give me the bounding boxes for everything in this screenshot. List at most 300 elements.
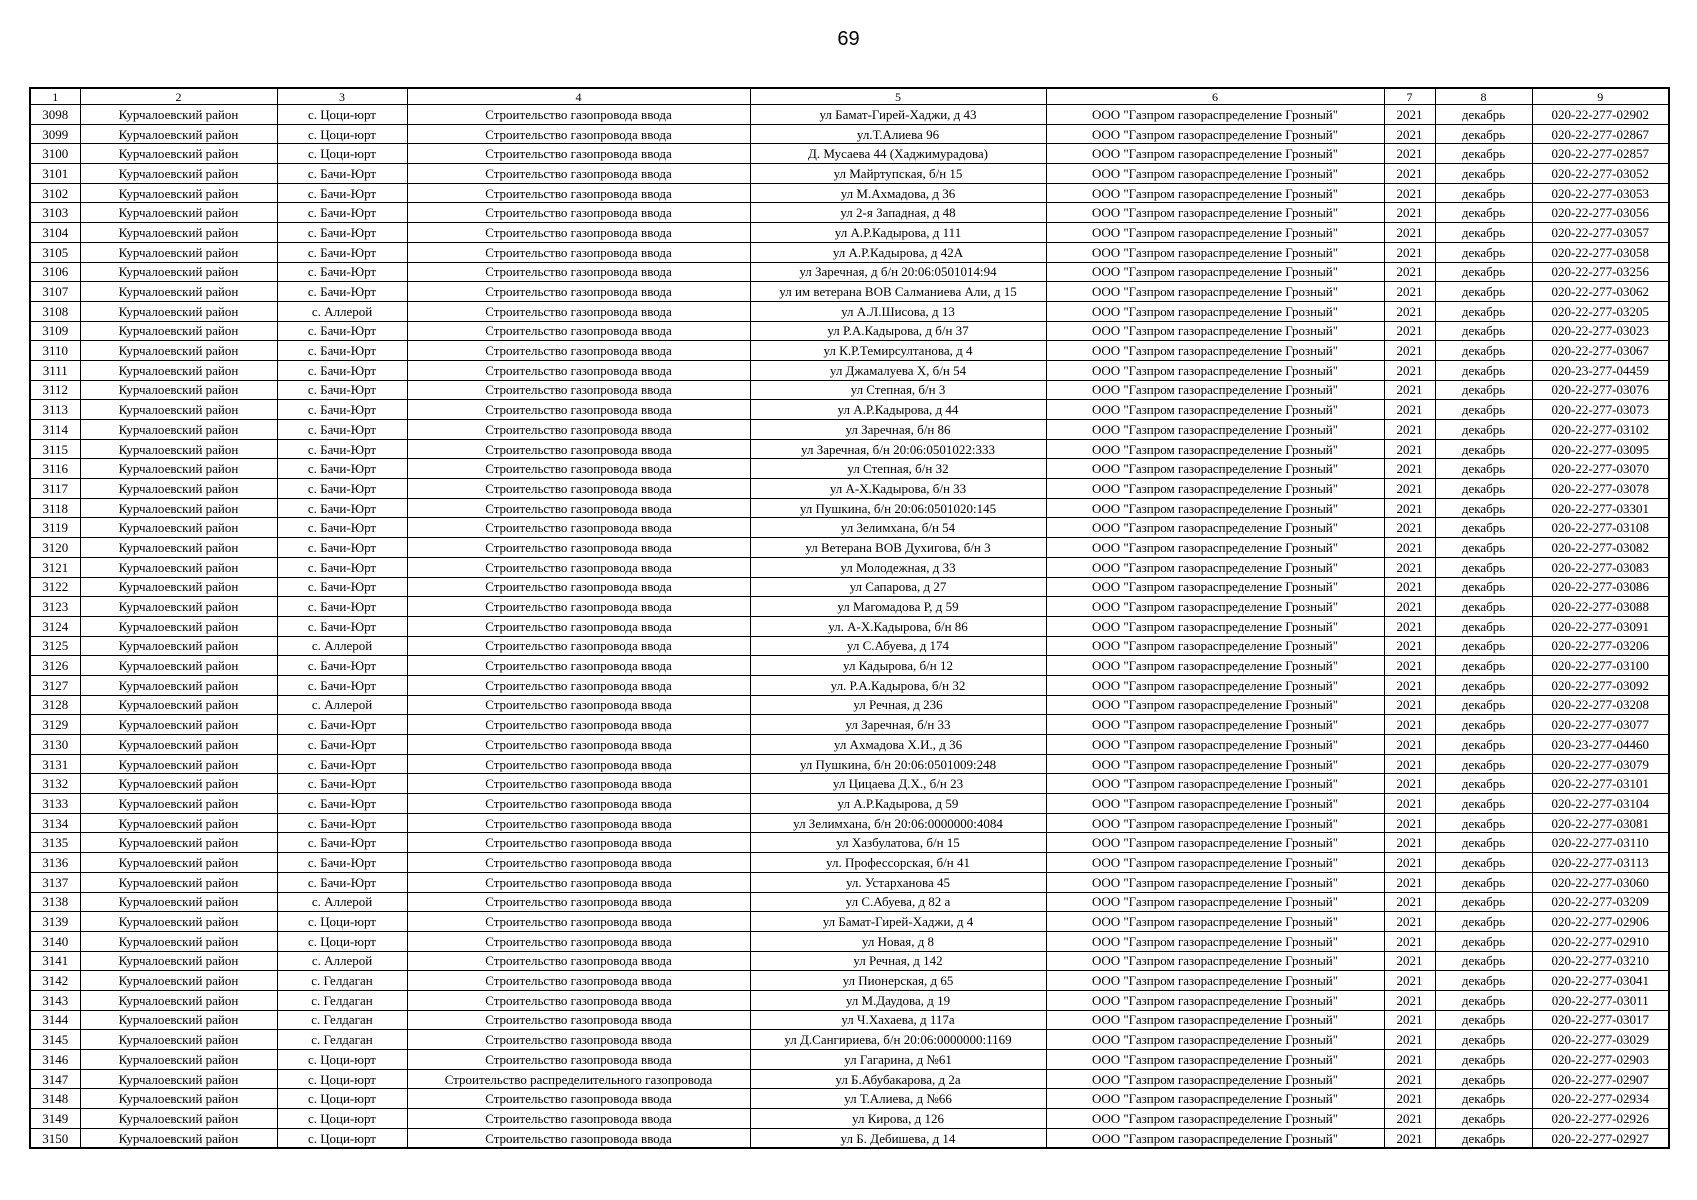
registry-code-cell: 020-22-277-03095 bbox=[1532, 439, 1669, 459]
organization-cell: ООО "Газпром газораспределение Грозный" bbox=[1046, 124, 1384, 144]
year-cell: 2021 bbox=[1384, 971, 1435, 991]
address-cell: ул Ахмадова Х.И., д 36 bbox=[750, 735, 1046, 755]
row-number: 3150 bbox=[30, 1128, 80, 1148]
registry-code-cell: 020-22-277-03076 bbox=[1532, 380, 1669, 400]
row-number: 3149 bbox=[30, 1109, 80, 1129]
work-type-cell: Строительство газопровода ввода bbox=[407, 301, 750, 321]
month-cell: декабрь bbox=[1435, 223, 1532, 243]
month-cell: декабрь bbox=[1435, 735, 1532, 755]
month-cell: декабрь bbox=[1435, 341, 1532, 361]
registry-code-cell: 020-22-277-03092 bbox=[1532, 675, 1669, 695]
registry-code-cell: 020-22-277-02926 bbox=[1532, 1109, 1669, 1129]
settlement-cell: с. Гелдаган bbox=[277, 971, 407, 991]
address-cell: ул Заречная, б/н 86 bbox=[750, 420, 1046, 440]
year-cell: 2021 bbox=[1384, 203, 1435, 223]
month-cell: декабрь bbox=[1435, 774, 1532, 794]
year-cell: 2021 bbox=[1384, 853, 1435, 873]
table-row bbox=[30, 557, 1669, 577]
address-cell: ул. Устарханова 45 bbox=[750, 872, 1046, 892]
registry-code-cell: 020-22-277-03210 bbox=[1532, 951, 1669, 971]
organization-cell: ООО "Газпром газораспределение Грозный" bbox=[1046, 577, 1384, 597]
year-cell: 2021 bbox=[1384, 439, 1435, 459]
table-row bbox=[30, 656, 1669, 676]
district-cell: Курчалоевский район bbox=[80, 1010, 277, 1030]
row-number: 3116 bbox=[30, 459, 80, 479]
table-row bbox=[30, 538, 1669, 558]
work-type-cell: Строительство газопровода ввода bbox=[407, 931, 750, 951]
table-body bbox=[30, 105, 1669, 1149]
year-cell: 2021 bbox=[1384, 557, 1435, 577]
year-cell: 2021 bbox=[1384, 360, 1435, 380]
table-row bbox=[30, 420, 1669, 440]
table-row bbox=[30, 1089, 1669, 1109]
district-cell: Курчалоевский район bbox=[80, 892, 277, 912]
address-cell: ул Пионерская, д 65 bbox=[750, 971, 1046, 991]
organization-cell: ООО "Газпром газораспределение Грозный" bbox=[1046, 557, 1384, 577]
work-type-cell: Строительство газопровода ввода bbox=[407, 675, 750, 695]
column-header-6: 6 bbox=[1046, 88, 1384, 105]
work-type-cell: Строительство газопровода ввода bbox=[407, 420, 750, 440]
address-cell: ул Р.А.Кадырова, д б/н 37 bbox=[750, 321, 1046, 341]
year-cell: 2021 bbox=[1384, 774, 1435, 794]
registry-code-cell: 020-22-277-03029 bbox=[1532, 1030, 1669, 1050]
organization-cell: ООО "Газпром газораспределение Грозный" bbox=[1046, 853, 1384, 873]
row-number: 3115 bbox=[30, 439, 80, 459]
row-number: 3146 bbox=[30, 1050, 80, 1070]
organization-cell: ООО "Газпром газораспределение Грозный" bbox=[1046, 892, 1384, 912]
row-number: 3112 bbox=[30, 380, 80, 400]
registry-code-cell: 020-22-277-03091 bbox=[1532, 616, 1669, 636]
table-row bbox=[30, 164, 1669, 184]
district-cell: Курчалоевский район bbox=[80, 144, 277, 164]
row-number: 3102 bbox=[30, 183, 80, 203]
year-cell: 2021 bbox=[1384, 794, 1435, 814]
work-type-cell: Строительство газопровода ввода bbox=[407, 774, 750, 794]
address-cell: ул Речная, д 236 bbox=[750, 695, 1046, 715]
year-cell: 2021 bbox=[1384, 262, 1435, 282]
settlement-cell: с. Бачи-Юрт bbox=[277, 774, 407, 794]
year-cell: 2021 bbox=[1384, 341, 1435, 361]
column-header-3: 3 bbox=[277, 88, 407, 105]
table-row bbox=[30, 833, 1669, 853]
year-cell: 2021 bbox=[1384, 695, 1435, 715]
registry-code-cell: 020-22-277-03208 bbox=[1532, 695, 1669, 715]
organization-cell: ООО "Газпром газораспределение Грозный" bbox=[1046, 321, 1384, 341]
settlement-cell: с. Бачи-Юрт bbox=[277, 597, 407, 617]
table-row bbox=[30, 321, 1669, 341]
month-cell: декабрь bbox=[1435, 242, 1532, 262]
settlement-cell: с. Гелдаган bbox=[277, 1030, 407, 1050]
work-type-cell: Строительство газопровода ввода bbox=[407, 735, 750, 755]
organization-cell: ООО "Газпром газораспределение Грозный" bbox=[1046, 1030, 1384, 1050]
year-cell: 2021 bbox=[1384, 538, 1435, 558]
organization-cell: ООО "Газпром газораспределение Грозный" bbox=[1046, 616, 1384, 636]
registry-code-cell: 020-22-277-03078 bbox=[1532, 479, 1669, 499]
month-cell: декабрь bbox=[1435, 833, 1532, 853]
district-cell: Курчалоевский район bbox=[80, 105, 277, 125]
month-cell: декабрь bbox=[1435, 912, 1532, 932]
district-cell: Курчалоевский район bbox=[80, 990, 277, 1010]
organization-cell: ООО "Газпром газораспределение Грозный" bbox=[1046, 242, 1384, 262]
organization-cell: ООО "Газпром газораспределение Грозный" bbox=[1046, 754, 1384, 774]
registry-code-cell: 020-22-277-03100 bbox=[1532, 656, 1669, 676]
organization-cell: ООО "Газпром газораспределение Грозный" bbox=[1046, 144, 1384, 164]
address-cell: ул Кирова, д 126 bbox=[750, 1109, 1046, 1129]
work-type-cell: Строительство газопровода ввода bbox=[407, 203, 750, 223]
district-cell: Курчалоевский район bbox=[80, 636, 277, 656]
month-cell: декабрь bbox=[1435, 853, 1532, 873]
year-cell: 2021 bbox=[1384, 164, 1435, 184]
row-number: 3123 bbox=[30, 597, 80, 617]
month-cell: декабрь bbox=[1435, 1128, 1532, 1148]
registry-code-cell: 020-22-277-03110 bbox=[1532, 833, 1669, 853]
district-cell: Курчалоевский район bbox=[80, 853, 277, 873]
address-cell: ул Кадырова, б/н 12 bbox=[750, 656, 1046, 676]
address-cell: ул Молодежная, д 33 bbox=[750, 557, 1046, 577]
address-cell: ул Заречная, д б/н 20:06:0501014:94 bbox=[750, 262, 1046, 282]
organization-cell: ООО "Газпром газораспределение Грозный" bbox=[1046, 538, 1384, 558]
table-row bbox=[30, 735, 1669, 755]
work-type-cell: Строительство газопровода ввода bbox=[407, 557, 750, 577]
month-cell: декабрь bbox=[1435, 1050, 1532, 1070]
address-cell: ул им ветерана ВОВ Салманиева Али, д 15 bbox=[750, 282, 1046, 302]
table-row bbox=[30, 912, 1669, 932]
work-type-cell: Строительство газопровода ввода bbox=[407, 282, 750, 302]
month-cell: декабрь bbox=[1435, 1010, 1532, 1030]
table-row bbox=[30, 1069, 1669, 1089]
work-type-cell: Строительство газопровода ввода bbox=[407, 262, 750, 282]
table-row bbox=[30, 262, 1669, 282]
district-cell: Курчалоевский район bbox=[80, 1109, 277, 1129]
month-cell: декабрь bbox=[1435, 892, 1532, 912]
registry-code-cell: 020-22-277-03081 bbox=[1532, 813, 1669, 833]
table-row bbox=[30, 105, 1669, 125]
work-type-cell: Строительство газопровода ввода bbox=[407, 400, 750, 420]
year-cell: 2021 bbox=[1384, 675, 1435, 695]
registry-code-cell: 020-22-277-02903 bbox=[1532, 1050, 1669, 1070]
table-row bbox=[30, 990, 1669, 1010]
settlement-cell: с. Цоци-юрт bbox=[277, 144, 407, 164]
address-cell: ул. Р.А.Кадырова, б/н 32 bbox=[750, 675, 1046, 695]
organization-cell: ООО "Газпром газораспределение Грозный" bbox=[1046, 518, 1384, 538]
row-number: 3126 bbox=[30, 656, 80, 676]
year-cell: 2021 bbox=[1384, 1128, 1435, 1148]
table-row bbox=[30, 1030, 1669, 1050]
address-cell: ул Степная, б/н 32 bbox=[750, 459, 1046, 479]
district-cell: Курчалоевский район bbox=[80, 538, 277, 558]
address-cell: ул Новая, д 8 bbox=[750, 931, 1046, 951]
address-cell: ул Т.Алиева, д №66 bbox=[750, 1089, 1046, 1109]
settlement-cell: с. Бачи-Юрт bbox=[277, 380, 407, 400]
month-cell: декабрь bbox=[1435, 459, 1532, 479]
district-cell: Курчалоевский район bbox=[80, 931, 277, 951]
district-cell: Курчалоевский район bbox=[80, 774, 277, 794]
address-cell: ул Речная, д 142 bbox=[750, 951, 1046, 971]
work-type-cell: Строительство газопровода ввода bbox=[407, 636, 750, 656]
district-cell: Курчалоевский район bbox=[80, 1030, 277, 1050]
organization-cell: ООО "Газпром газораспределение Грозный" bbox=[1046, 380, 1384, 400]
registry-code-cell: 020-22-277-03011 bbox=[1532, 990, 1669, 1010]
address-cell: Д. Мусаева 44 (Хаджимурадова) bbox=[750, 144, 1046, 164]
work-type-cell: Строительство газопровода ввода bbox=[407, 518, 750, 538]
row-number: 3143 bbox=[30, 990, 80, 1010]
registry-code-cell: 020-22-277-03301 bbox=[1532, 498, 1669, 518]
registry-code-cell: 020-22-277-03053 bbox=[1532, 183, 1669, 203]
table-row bbox=[30, 301, 1669, 321]
district-cell: Курчалоевский район bbox=[80, 656, 277, 676]
table-row bbox=[30, 518, 1669, 538]
work-type-cell: Строительство газопровода ввода bbox=[407, 616, 750, 636]
address-cell: ул Гагарина, д №61 bbox=[750, 1050, 1046, 1070]
district-cell: Курчалоевский район bbox=[80, 341, 277, 361]
work-type-cell: Строительство газопровода ввода bbox=[407, 105, 750, 125]
year-cell: 2021 bbox=[1384, 420, 1435, 440]
work-type-cell: Строительство газопровода ввода bbox=[407, 183, 750, 203]
row-number: 3142 bbox=[30, 971, 80, 991]
registry-code-cell: 020-22-277-03079 bbox=[1532, 754, 1669, 774]
organization-cell: ООО "Газпром газораспределение Грозный" bbox=[1046, 1109, 1384, 1129]
district-cell: Курчалоевский район bbox=[80, 577, 277, 597]
month-cell: декабрь bbox=[1435, 420, 1532, 440]
settlement-cell: с. Бачи-Юрт bbox=[277, 459, 407, 479]
month-cell: декабрь bbox=[1435, 183, 1532, 203]
table-row bbox=[30, 183, 1669, 203]
organization-cell: ООО "Газпром газораспределение Грозный" bbox=[1046, 1128, 1384, 1148]
settlement-cell: с. Бачи-Юрт bbox=[277, 242, 407, 262]
organization-cell: ООО "Газпром газораспределение Грозный" bbox=[1046, 223, 1384, 243]
year-cell: 2021 bbox=[1384, 754, 1435, 774]
work-type-cell: Строительство газопровода ввода bbox=[407, 990, 750, 1010]
work-type-cell: Строительство газопровода ввода bbox=[407, 872, 750, 892]
settlement-cell: с. Бачи-Юрт bbox=[277, 813, 407, 833]
organization-cell: ООО "Газпром газораспределение Грозный" bbox=[1046, 813, 1384, 833]
row-number: 3107 bbox=[30, 282, 80, 302]
table-row bbox=[30, 931, 1669, 951]
row-number: 3131 bbox=[30, 754, 80, 774]
table-row bbox=[30, 892, 1669, 912]
month-cell: декабрь bbox=[1435, 1069, 1532, 1089]
month-cell: декабрь bbox=[1435, 203, 1532, 223]
settlement-cell: с. Бачи-Юрт bbox=[277, 164, 407, 184]
settlement-cell: с. Бачи-Юрт bbox=[277, 577, 407, 597]
district-cell: Курчалоевский район bbox=[80, 360, 277, 380]
year-cell: 2021 bbox=[1384, 518, 1435, 538]
year-cell: 2021 bbox=[1384, 400, 1435, 420]
registry-code-cell: 020-22-277-03017 bbox=[1532, 1010, 1669, 1030]
district-cell: Курчалоевский район bbox=[80, 479, 277, 499]
work-type-cell: Строительство газопровода ввода bbox=[407, 833, 750, 853]
column-header-8: 8 bbox=[1435, 88, 1532, 105]
district-cell: Курчалоевский район bbox=[80, 1128, 277, 1148]
year-cell: 2021 bbox=[1384, 912, 1435, 932]
organization-cell: ООО "Газпром газораспределение Грозный" bbox=[1046, 1089, 1384, 1109]
row-number: 3099 bbox=[30, 124, 80, 144]
month-cell: декабрь bbox=[1435, 164, 1532, 184]
settlement-cell: с. Аллерой bbox=[277, 636, 407, 656]
settlement-cell: с. Бачи-Юрт bbox=[277, 360, 407, 380]
district-cell: Курчалоевский район bbox=[80, 518, 277, 538]
work-type-cell: Строительство газопровода ввода bbox=[407, 498, 750, 518]
table-row bbox=[30, 951, 1669, 971]
column-header-7: 7 bbox=[1384, 88, 1435, 105]
settlement-cell: с. Цоци-юрт bbox=[277, 1050, 407, 1070]
organization-cell: ООО "Газпром газораспределение Грозный" bbox=[1046, 164, 1384, 184]
district-cell: Курчалоевский район bbox=[80, 616, 277, 636]
registry-code-cell: 020-22-277-03108 bbox=[1532, 518, 1669, 538]
address-cell: ул А-Х.Кадырова, б/н 33 bbox=[750, 479, 1046, 499]
district-cell: Курчалоевский район bbox=[80, 242, 277, 262]
row-number: 3101 bbox=[30, 164, 80, 184]
district-cell: Курчалоевский район bbox=[80, 164, 277, 184]
district-cell: Курчалоевский район bbox=[80, 833, 277, 853]
registry-code-cell: 020-23-277-04459 bbox=[1532, 360, 1669, 380]
year-cell: 2021 bbox=[1384, 1069, 1435, 1089]
header-row bbox=[30, 88, 1669, 105]
organization-cell: ООО "Газпром газораспределение Грозный" bbox=[1046, 479, 1384, 499]
work-type-cell: Строительство газопровода ввода bbox=[407, 223, 750, 243]
registry-code-cell: 020-22-277-02906 bbox=[1532, 912, 1669, 932]
settlement-cell: с. Бачи-Юрт bbox=[277, 616, 407, 636]
address-cell: ул Майртупская, б/н 15 bbox=[750, 164, 1046, 184]
month-cell: декабрь bbox=[1435, 971, 1532, 991]
district-cell: Курчалоевский район bbox=[80, 872, 277, 892]
registry-code-cell: 020-22-277-03041 bbox=[1532, 971, 1669, 991]
row-number: 3108 bbox=[30, 301, 80, 321]
address-cell: ул М.Ахмадова, д 36 bbox=[750, 183, 1046, 203]
address-cell: ул Ветерана ВОВ Духигова, б/н 3 bbox=[750, 538, 1046, 558]
registry-code-cell: 020-22-277-02934 bbox=[1532, 1089, 1669, 1109]
organization-cell: ООО "Газпром газораспределение Грозный" bbox=[1046, 971, 1384, 991]
month-cell: декабрь bbox=[1435, 1109, 1532, 1129]
address-cell: ул Пушкина, б/н 20:06:0501009:248 bbox=[750, 754, 1046, 774]
row-number: 3104 bbox=[30, 223, 80, 243]
registry-code-cell: 020-22-277-03102 bbox=[1532, 420, 1669, 440]
address-cell: ул Сапарова, д 27 bbox=[750, 577, 1046, 597]
address-cell: ул К.Р.Темирсултанова, д 4 bbox=[750, 341, 1046, 361]
registry-code-cell: 020-22-277-03056 bbox=[1532, 203, 1669, 223]
settlement-cell: с. Бачи-Юрт bbox=[277, 853, 407, 873]
settlement-cell: с. Цоци-юрт bbox=[277, 124, 407, 144]
table-row bbox=[30, 124, 1669, 144]
district-cell: Курчалоевский район bbox=[80, 301, 277, 321]
settlement-cell: с. Бачи-Юрт bbox=[277, 794, 407, 814]
settlement-cell: с. Бачи-Юрт bbox=[277, 262, 407, 282]
organization-cell: ООО "Газпром газораспределение Грозный" bbox=[1046, 262, 1384, 282]
table-row bbox=[30, 341, 1669, 361]
year-cell: 2021 bbox=[1384, 479, 1435, 499]
page-number: 69 bbox=[837, 28, 860, 50]
work-type-cell: Строительство газопровода ввода bbox=[407, 597, 750, 617]
organization-cell: ООО "Газпром газораспределение Грозный" bbox=[1046, 360, 1384, 380]
registry-code-cell: 020-22-277-02857 bbox=[1532, 144, 1669, 164]
work-type-cell: Строительство газопровода ввода bbox=[407, 853, 750, 873]
table-row bbox=[30, 853, 1669, 873]
registry-code-cell: 020-22-277-03088 bbox=[1532, 597, 1669, 617]
table-row bbox=[30, 577, 1669, 597]
row-number: 3113 bbox=[30, 400, 80, 420]
registry-code-cell: 020-22-277-03073 bbox=[1532, 400, 1669, 420]
district-cell: Курчалоевский район bbox=[80, 420, 277, 440]
table-row bbox=[30, 1010, 1669, 1030]
organization-cell: ООО "Газпром газораспределение Грозный" bbox=[1046, 420, 1384, 440]
settlement-cell: с. Цоци-юрт bbox=[277, 912, 407, 932]
month-cell: декабрь bbox=[1435, 321, 1532, 341]
address-cell: ул А.Р.Кадырова, д 44 bbox=[750, 400, 1046, 420]
month-cell: декабрь bbox=[1435, 498, 1532, 518]
organization-cell: ООО "Газпром газораспределение Грозный" bbox=[1046, 912, 1384, 932]
settlement-cell: с. Бачи-Юрт bbox=[277, 754, 407, 774]
registry-code-cell: 020-22-277-03209 bbox=[1532, 892, 1669, 912]
district-cell: Курчалоевский район bbox=[80, 203, 277, 223]
district-cell: Курчалоевский район bbox=[80, 675, 277, 695]
column-header-1: 1 bbox=[30, 88, 80, 105]
district-cell: Курчалоевский район bbox=[80, 715, 277, 735]
table-row bbox=[30, 459, 1669, 479]
organization-cell: ООО "Газпром газораспределение Грозный" bbox=[1046, 715, 1384, 735]
year-cell: 2021 bbox=[1384, 892, 1435, 912]
year-cell: 2021 bbox=[1384, 105, 1435, 125]
month-cell: декабрь bbox=[1435, 1030, 1532, 1050]
row-number: 3136 bbox=[30, 853, 80, 873]
year-cell: 2021 bbox=[1384, 498, 1435, 518]
address-cell: ул Зелимхана, б/н 54 bbox=[750, 518, 1046, 538]
work-type-cell: Строительство газопровода ввода bbox=[407, 439, 750, 459]
settlement-cell: с. Аллерой bbox=[277, 951, 407, 971]
year-cell: 2021 bbox=[1384, 242, 1435, 262]
month-cell: декабрь bbox=[1435, 360, 1532, 380]
row-number: 3129 bbox=[30, 715, 80, 735]
organization-cell: ООО "Газпром газораспределение Грозный" bbox=[1046, 833, 1384, 853]
row-number: 3117 bbox=[30, 479, 80, 499]
table-row bbox=[30, 400, 1669, 420]
registry-code-cell: 020-22-277-02910 bbox=[1532, 931, 1669, 951]
address-cell: ул С.Абуева, д 174 bbox=[750, 636, 1046, 656]
settlement-cell: с. Бачи-Юрт bbox=[277, 735, 407, 755]
year-cell: 2021 bbox=[1384, 1030, 1435, 1050]
year-cell: 2021 bbox=[1384, 144, 1435, 164]
work-type-cell: Строительство газопровода ввода bbox=[407, 892, 750, 912]
column-header-4: 4 bbox=[407, 88, 750, 105]
work-type-cell: Строительство газопровода ввода bbox=[407, 380, 750, 400]
settlement-cell: с. Бачи-Юрт bbox=[277, 498, 407, 518]
year-cell: 2021 bbox=[1384, 282, 1435, 302]
address-cell: ул Магомадова Р, д 59 bbox=[750, 597, 1046, 617]
row-number: 3128 bbox=[30, 695, 80, 715]
district-cell: Курчалоевский район bbox=[80, 262, 277, 282]
registry-code-cell: 020-22-277-03060 bbox=[1532, 872, 1669, 892]
year-cell: 2021 bbox=[1384, 597, 1435, 617]
district-cell: Курчалоевский район bbox=[80, 124, 277, 144]
table-row bbox=[30, 439, 1669, 459]
year-cell: 2021 bbox=[1384, 833, 1435, 853]
work-type-cell: Строительство газопровода ввода bbox=[407, 656, 750, 676]
row-number: 3110 bbox=[30, 341, 80, 361]
organization-cell: ООО "Газпром газораспределение Грозный" bbox=[1046, 597, 1384, 617]
year-cell: 2021 bbox=[1384, 931, 1435, 951]
month-cell: декабрь bbox=[1435, 282, 1532, 302]
table-row bbox=[30, 774, 1669, 794]
column-header-2: 2 bbox=[80, 88, 277, 105]
district-cell: Курчалоевский район bbox=[80, 971, 277, 991]
row-number: 3111 bbox=[30, 360, 80, 380]
settlement-cell: с. Бачи-Юрт bbox=[277, 872, 407, 892]
district-cell: Курчалоевский район bbox=[80, 813, 277, 833]
table-row bbox=[30, 597, 1669, 617]
table-row bbox=[30, 282, 1669, 302]
registry-code-cell: 020-22-277-02902 bbox=[1532, 105, 1669, 125]
organization-cell: ООО "Газпром газораспределение Грозный" bbox=[1046, 301, 1384, 321]
address-cell: ул Зелимхана, б/н 20:06:0000000:4084 bbox=[750, 813, 1046, 833]
